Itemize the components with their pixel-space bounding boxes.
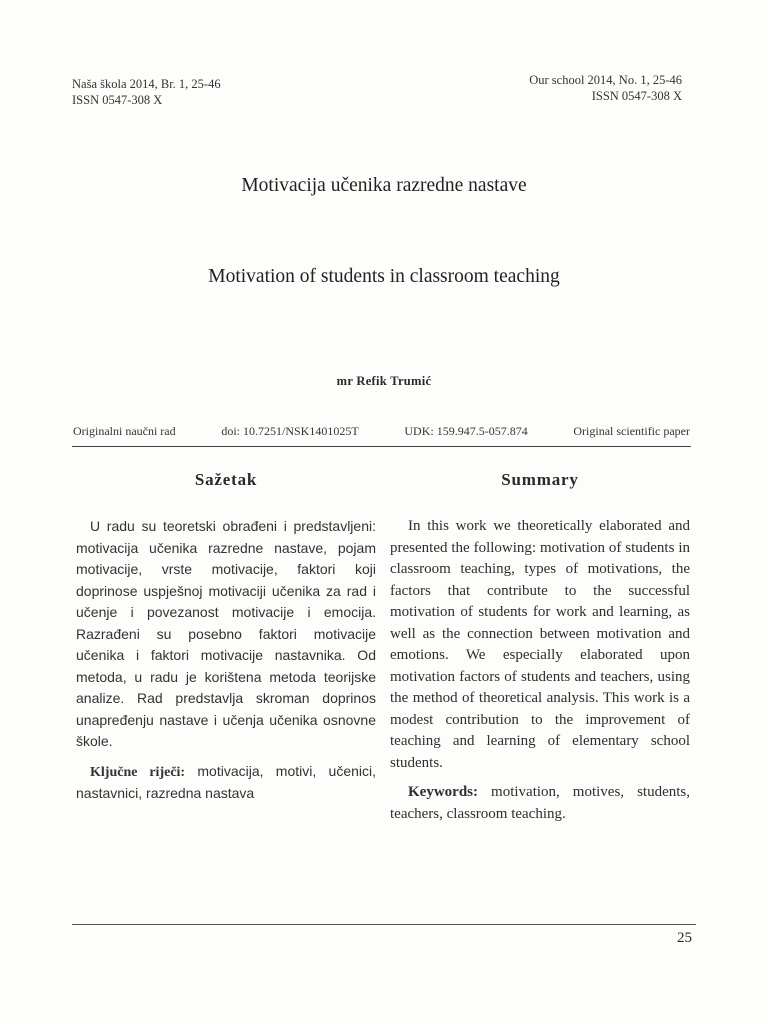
journal-header-left xyxy=(72,76,221,108)
keywords-english-label: Keywords: xyxy=(408,784,478,800)
abstract-english-column xyxy=(390,470,690,825)
issn-right: ISSN 0547-308 X xyxy=(591,89,682,103)
udk: UDK: 159.947.5-057.874 xyxy=(404,424,528,438)
title-english: Motivation of students in classroom teaching xyxy=(208,266,560,287)
author-name: mr Refik Trumić xyxy=(336,374,432,388)
title-local: Motivacija učenika razredne nastave xyxy=(241,175,527,196)
keywords-local xyxy=(76,761,376,805)
abstract-local-heading: Sažetak xyxy=(194,470,258,489)
keywords-english-values: motivation, motives, students, teachers, classroom teaching. xyxy=(390,784,690,822)
abstract-english-heading: Summary xyxy=(501,470,579,489)
abstract-local-column xyxy=(76,470,376,805)
journal-citation-english: Our school 2014, No. 1, 25-46 xyxy=(529,73,682,87)
paper-type-local: Originalni naučni rad xyxy=(73,424,176,438)
header-divider xyxy=(72,446,691,447)
keywords-local-label: Ključne riječi: xyxy=(90,764,186,780)
paper-type-english: Original scientific paper xyxy=(573,424,690,438)
footer-divider xyxy=(72,924,696,925)
issn-left: ISSN 0547-308 X xyxy=(72,93,163,107)
abstract-english-text: In this work we theoretically elaborated and presented the following: motivation of students in classroom teaching, types of motivations, the factors that contribute to the successful motivation of students for work and learning, as well as the connection between motivation and emotions. We especially elaborated upon motivation factors of students and teachers, using the method of theoretical analysis. This work is a modest contribution to the improvement of teaching and learning of elementary school students. xyxy=(390,518,690,771)
doi: doi: 10.7251/NSK1401025T xyxy=(221,424,359,438)
journal-citation-local: Naša škola 2014, Br. 1, 25-46 xyxy=(72,77,221,91)
journal-header-right xyxy=(529,72,682,104)
abstract-local-text: U radu su teoretski obrađeni i predstavljeni: motivacija učenika razredne nastave, pojam motivacije, vrste motivacije, faktori koji doprinose uspješnoj motivaciji učenika za rad i učenje i povezanost motivacije i emocija. Razrađeni su posebno faktori motivacije učenika i faktori motivacije nastavnika. Od metoda, u radu je korištena metoda teorijske analize. Rad predstavlja skroman doprinos unapređenju nastave i učenja učenika osnovne škole. xyxy=(76,518,376,749)
article-meta-line xyxy=(73,424,690,439)
keywords-local-values: motivacija, motivi, učenici, nastavnici, razredna nastava xyxy=(76,762,377,801)
keywords-english xyxy=(390,782,690,825)
page-number: 25 xyxy=(677,930,692,946)
